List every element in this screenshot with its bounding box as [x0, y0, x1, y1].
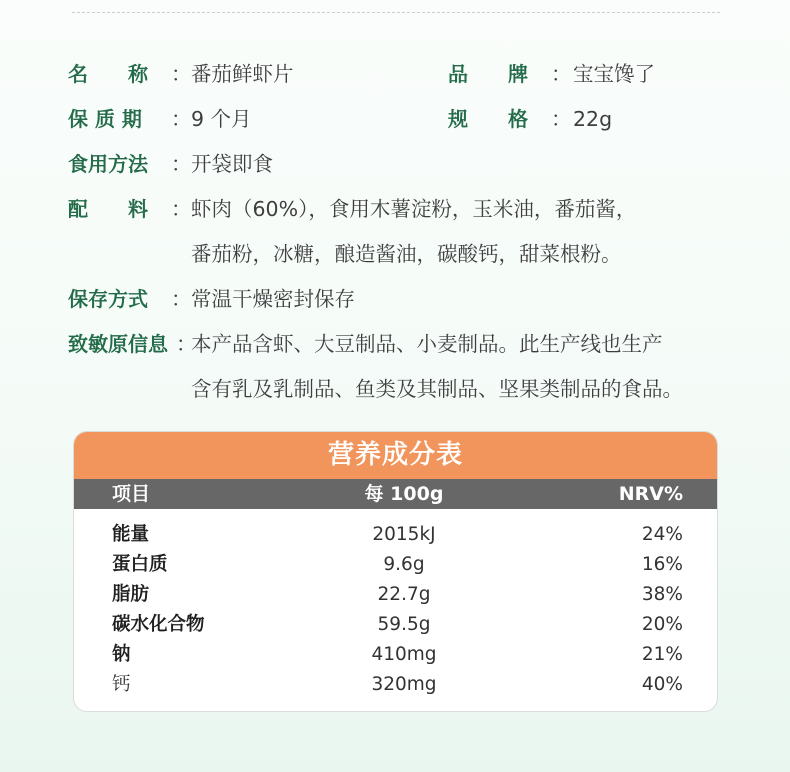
row-per-100g: 410mg: [371, 644, 437, 665]
table-row: [74, 580, 717, 610]
table-row: [74, 670, 717, 700]
storage-label: 保存方式: [68, 287, 148, 311]
row-nrv: 24%: [641, 524, 683, 545]
table-row: [74, 550, 717, 580]
row-per-100g: 22.7g: [377, 584, 431, 605]
brand-value: 宝宝馋了: [573, 62, 655, 86]
row-nrv: 38%: [641, 584, 683, 605]
brand-colon: ：: [551, 62, 572, 86]
usage-label: 食用方法: [68, 152, 148, 176]
name-label: 名 称: [68, 62, 148, 86]
name-value: 番茄鲜虾片: [191, 62, 294, 86]
header-item: 项目: [112, 483, 151, 505]
row-per-100g: 2015kJ: [372, 524, 436, 545]
nutrition-title: 营养成分表: [74, 432, 717, 479]
row-nrv: 16%: [641, 554, 683, 575]
brand-label: 品 牌: [448, 62, 528, 86]
row-item: 钙: [112, 674, 131, 695]
nutrition-table: [73, 431, 718, 712]
table-row: [74, 610, 717, 640]
row-per-100g: 59.5g: [377, 614, 431, 635]
ingredients-label: 配 料: [68, 197, 148, 221]
header-per-100g: 每 100g: [364, 483, 444, 505]
usage-colon: ：: [171, 152, 192, 176]
table-row: [74, 640, 717, 670]
allergen-line-1: 本产品含虾、大豆制品、小麦制品。此生产线也生产: [191, 332, 663, 356]
allergen-colon: ：: [176, 332, 197, 356]
row-nrv: 40%: [641, 674, 683, 695]
ingredients-colon: ：: [171, 197, 192, 221]
row-item: 碳水化合物: [112, 614, 205, 635]
storage-colon: ：: [171, 287, 192, 311]
row-nrv: 21%: [641, 644, 683, 665]
nutrition-header-row: [74, 479, 717, 509]
allergen-label: 致敏原信息: [68, 332, 168, 356]
usage-value: 开袋即食: [191, 152, 273, 176]
spec-colon: ：: [551, 107, 572, 131]
row-per-100g: 9.6g: [383, 554, 425, 575]
allergen-line-2: 含有乳及乳制品、鱼类及其制品、坚果类制品的食品。: [191, 377, 683, 401]
name-colon: ：: [171, 62, 192, 86]
table-row: [74, 520, 717, 550]
header-nrv: NRV%: [618, 483, 683, 505]
ingredients-line-1: 虾肉（60%），食用木薯淀粉，玉米油，番茄酱，: [191, 197, 637, 221]
row-item: 脂肪: [112, 584, 150, 605]
row-item: 能量: [112, 524, 150, 545]
storage-value: 常温干燥密封保存: [191, 287, 355, 311]
row-nrv: 20%: [641, 614, 683, 635]
spec-value: 22g: [573, 107, 613, 131]
row-item: 钠: [112, 644, 131, 665]
row-per-100g: 320mg: [371, 674, 437, 695]
shelf-life-colon: ：: [171, 107, 192, 131]
shelf-life-label: 保 质 期: [68, 107, 142, 131]
dashed-divider: [72, 12, 720, 13]
spec-label: 规 格: [448, 107, 528, 131]
shelf-life-value: 9 个月: [191, 107, 252, 131]
ingredients-line-2: 番茄粉，冰糖，酿造酱油，碳酸钙，甜菜根粉。: [191, 242, 622, 266]
row-item: 蛋白质: [112, 554, 168, 575]
